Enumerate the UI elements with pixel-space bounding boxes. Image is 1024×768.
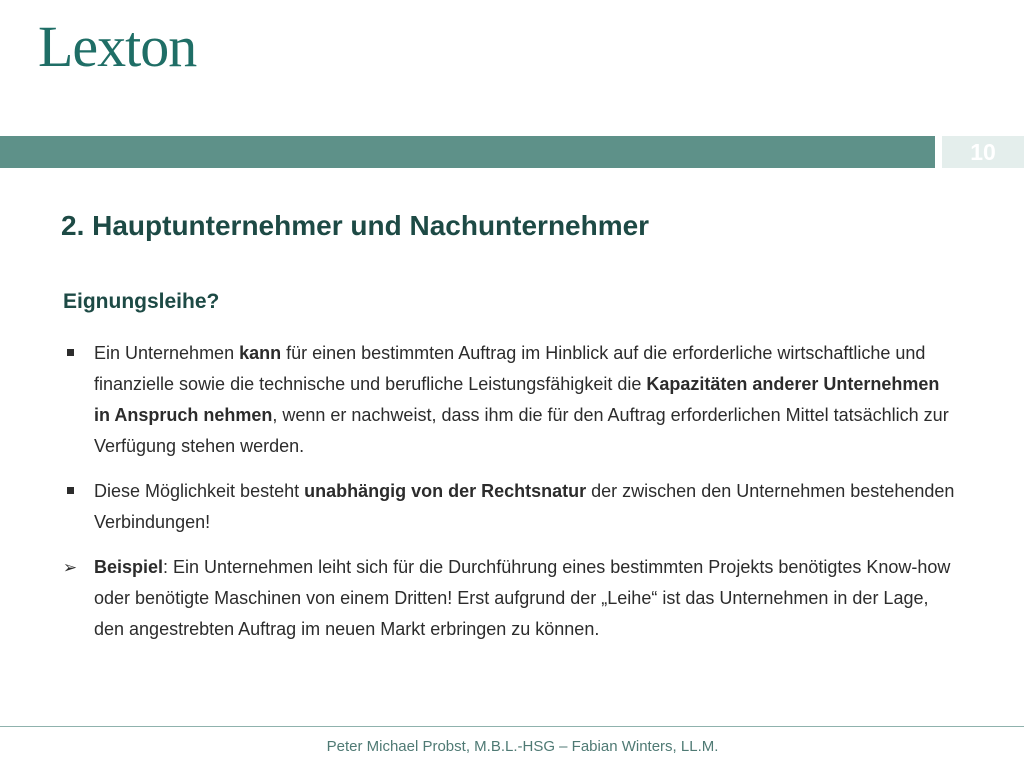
footer-text: Peter Michael Probst, M.B.L.-HSG – Fabian Winters, LL.M. (326, 738, 719, 755)
bullet-text: Beispiel: Ein Unternehmen leiht sich für die Durchführung eines bestimmten Projekts benötigtes Know-how oder benötigte Maschinen von einem Dritten! Erst aufgrund der „Leihe“ ist das Unternehmen in der Lage, den angestrebten Auftrag im neuen Markt erbringen zu können. (94, 557, 951, 639)
header-bar (0, 136, 935, 168)
bullet-text: Ein Unternehmen kann für einen bestimmten Auftrag im Hinblick auf die erforderliche wirtschaftliche und finanzielle sowie die technische und berufliche Leistungsfähigkeit die Kapazitäten anderer Unternehmen in Anspruch nehmen, wenn er nachweist, dass ihm die für den Auftrag erforderlichen Mittel tatsächlich zur Verfügung stehen werden. (94, 343, 949, 456)
bullet-list (60, 338, 960, 659)
footer-divider (0, 726, 1024, 727)
logo: Lexton (38, 14, 197, 79)
square-bullet-icon (60, 476, 80, 507)
bullet-text: Diese Möglichkeit besteht unabhängig von der Rechtsnatur der zwischen den Unternehmen bestehenden Verbindungen! (94, 481, 955, 532)
arrow-bullet-icon: ➢ (62, 558, 78, 577)
example-item (60, 552, 960, 645)
square-bullet-icon (60, 338, 80, 369)
bullet-item (60, 476, 960, 538)
page-number: 10 (942, 136, 1024, 168)
bullet-item (60, 338, 960, 462)
section-subtitle: Eignungsleihe? (63, 290, 220, 313)
slide-title: 2. Hauptunternehmer und Nachunternehmer (61, 210, 650, 241)
